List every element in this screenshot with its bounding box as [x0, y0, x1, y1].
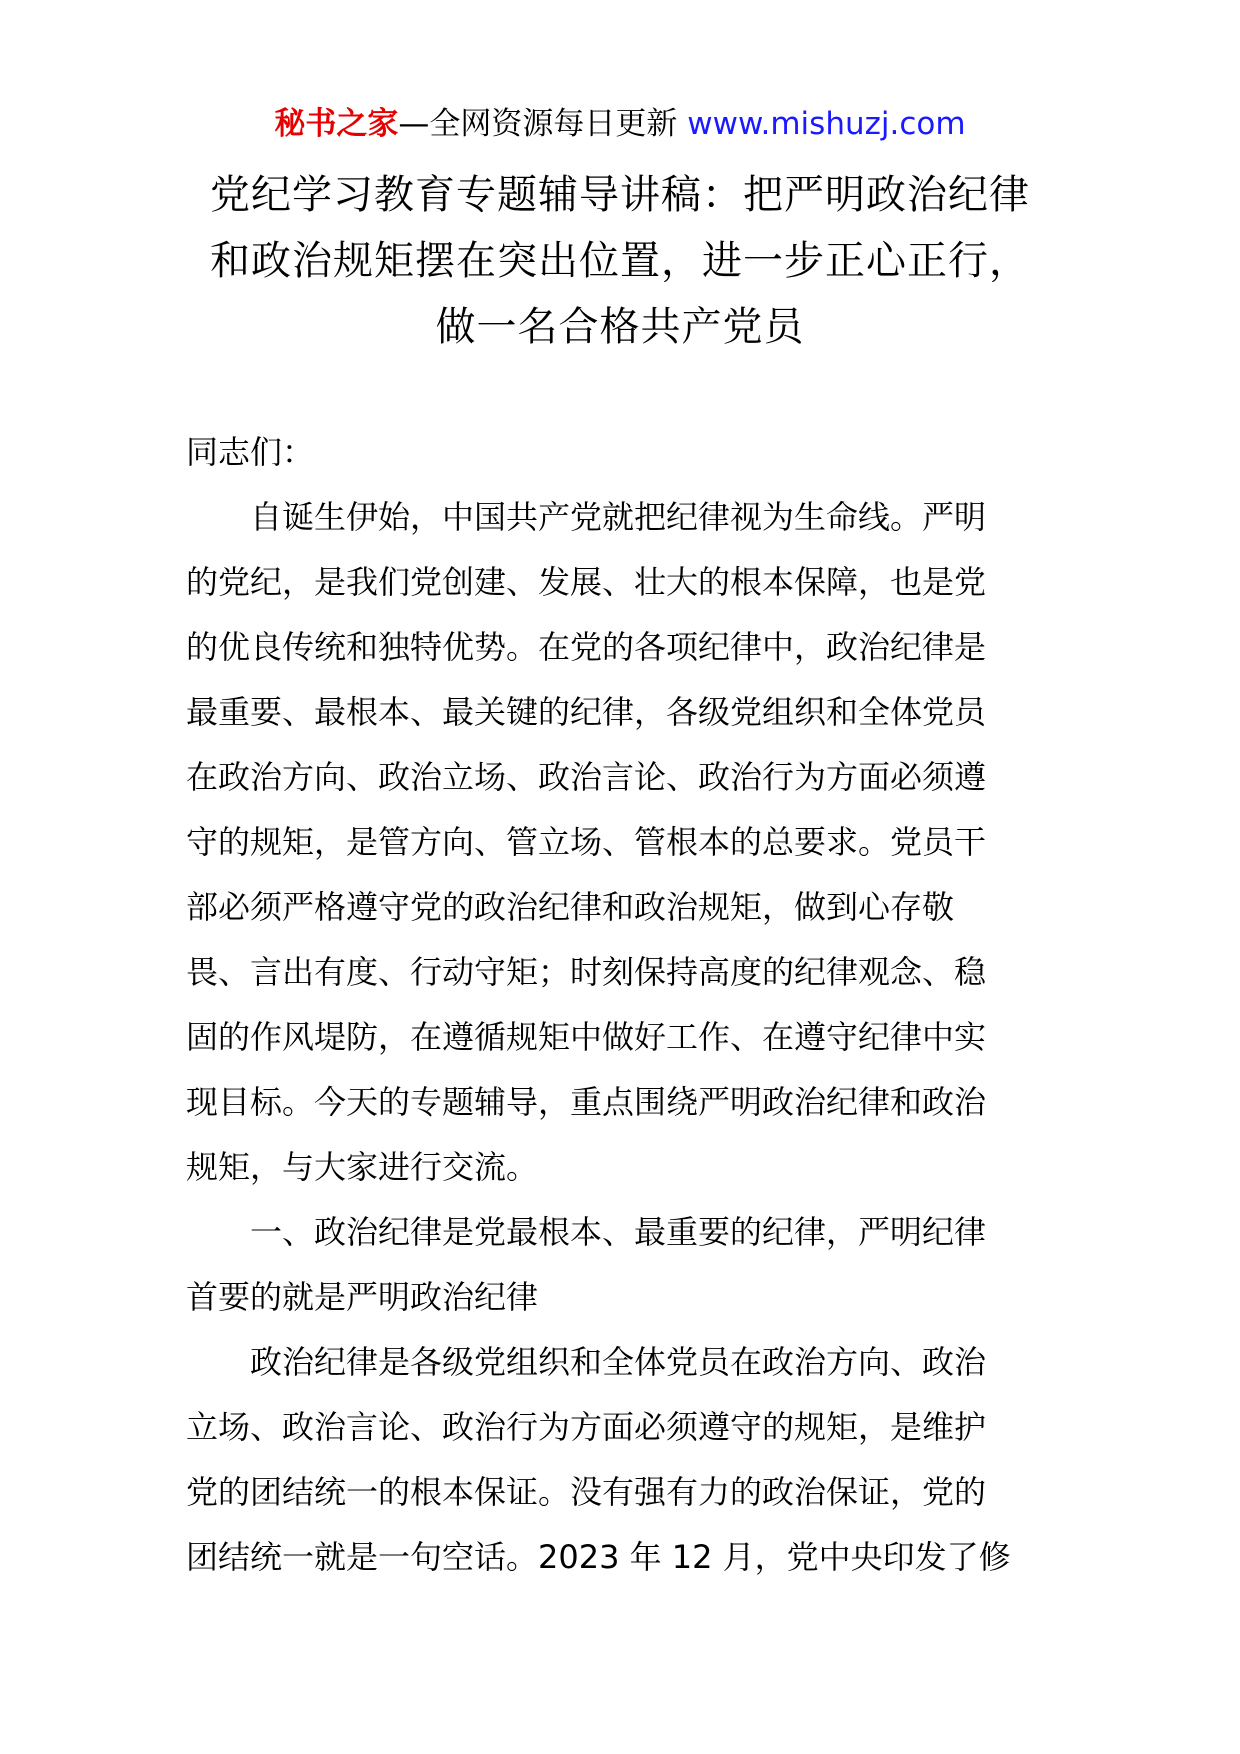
body-line: 立场、政治言论、政治行为方面必须遵守的规矩，是维护: [186, 1408, 987, 1446]
body-line: 最重要、最根本、最关键的纪律，各级党组织和全体党员: [186, 693, 987, 731]
header-slogan: —全网资源每日更新: [398, 106, 678, 142]
document-title: [150, 162, 1090, 360]
body-line: 守的规矩，是管方向、管立场、管根本的总要求。党员干: [186, 823, 987, 861]
body-line: 团结统一就是一句空话。2023 年 12 月，党中央印发了修: [186, 1538, 1011, 1576]
title-line: 做一名合格共产党员: [435, 304, 805, 350]
body-line: 的优良传统和独特优势。在党的各项纪律中，政治纪律是: [186, 628, 987, 666]
body-line: 固的作风堤防，在遵循规矩中做好工作、在遵守纪律中实: [186, 1018, 987, 1056]
body-line: 规矩，与大家进行交流。: [186, 1148, 539, 1186]
section-heading-line: 一、政治纪律是党最根本、最重要的纪律，严明纪律: [186, 1213, 987, 1251]
salutation: 同志们：: [186, 433, 315, 471]
site-header: [0, 102, 1240, 146]
body-line: 部必须严格遵守党的政治纪律和政治规矩，做到心存敬: [186, 888, 955, 926]
title-line: 党纪学习教育专题辅导讲稿：把严明政治纪律: [210, 172, 1030, 218]
body-line: 在政治方向、政治立场、政治言论、政治行为方面必须遵: [186, 758, 987, 796]
title-line: 和政治规矩摆在突出位置，进一步正心正行，: [210, 238, 1030, 284]
body-line: 现目标。今天的专题辅导，重点围绕严明政治纪律和政治: [186, 1083, 987, 1121]
section-heading-line: 首要的就是严明政治纪律: [186, 1278, 539, 1316]
body-line: 的党纪，是我们党创建、发展、壮大的根本保障，也是党: [186, 563, 987, 601]
brand-name: 秘书之家: [274, 106, 399, 142]
body-line: 自诞生伊始，中国共产党就把纪律视为生命线。严明: [186, 498, 987, 536]
body-line: 党的团结统一的根本保证。没有强有力的政治保证，党的: [186, 1473, 987, 1511]
body-line: 政治纪律是各级党组织和全体党员在政治方向、政治: [186, 1343, 987, 1381]
site-url[interactable]: www.mishuzj.com: [687, 106, 966, 142]
body-line: 畏、言出有度、行动守矩；时刻保持高度的纪律观念、稳: [186, 953, 987, 991]
document-body: [186, 420, 1060, 1590]
